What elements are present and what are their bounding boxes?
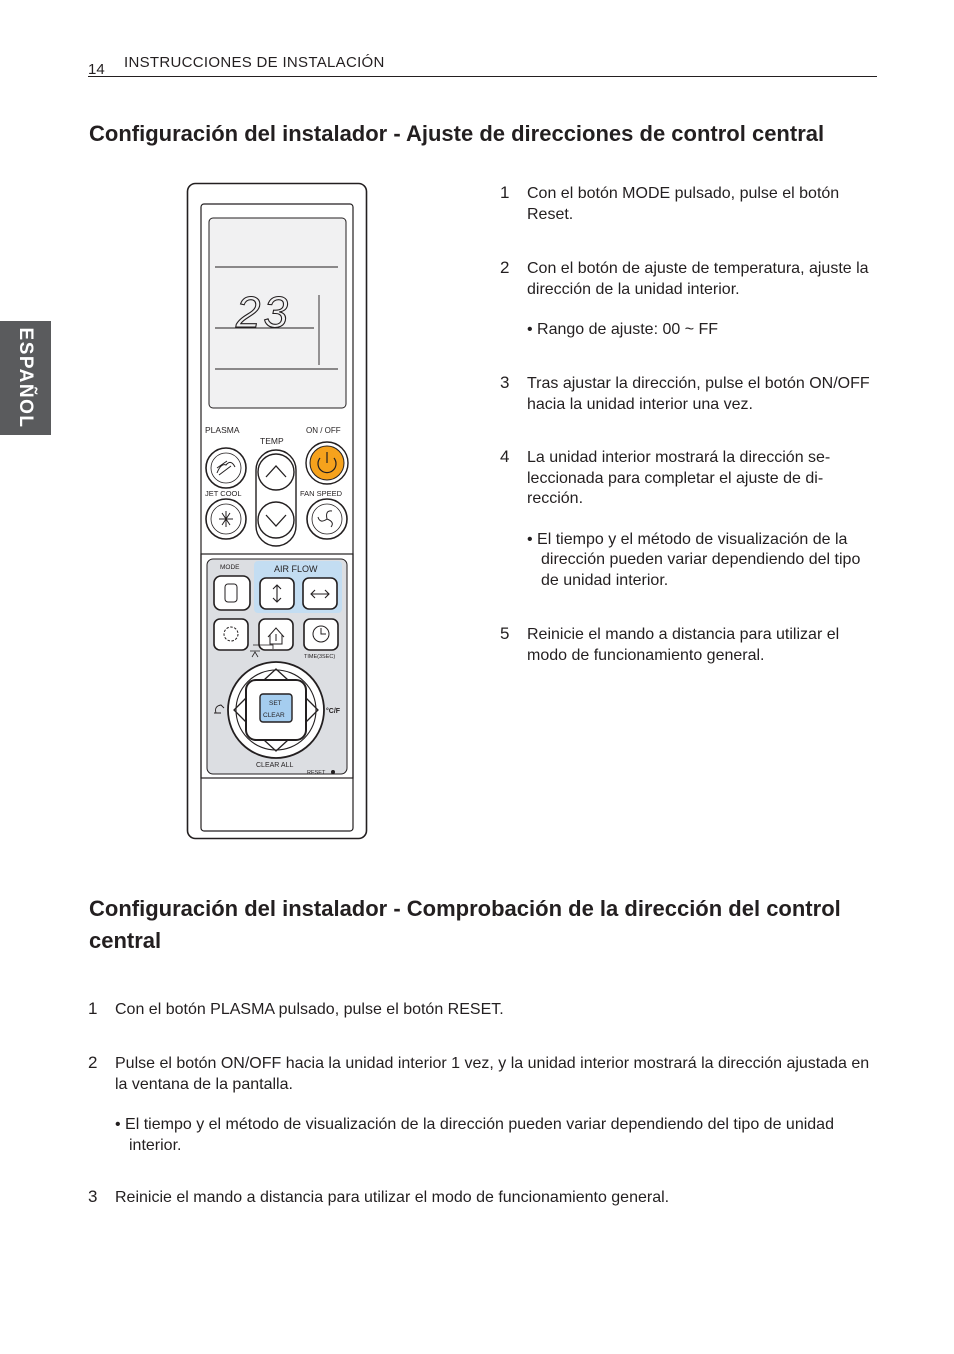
header-title: INSTRUCCIONES DE INSTALACIÓN bbox=[124, 54, 385, 71]
section1-step-4 bbox=[500, 448, 880, 591]
timer-button[interactable] bbox=[304, 619, 338, 650]
label-set: SET bbox=[269, 700, 282, 707]
section1-step-5 bbox=[500, 625, 880, 666]
label-on-off: ON / OFF bbox=[306, 426, 341, 435]
remote-control-illustration bbox=[186, 182, 368, 840]
set-clear-button[interactable] bbox=[260, 694, 292, 722]
plasma-button[interactable] bbox=[206, 448, 246, 488]
step-text: Con el botón PLASMA pulsado, pulse el botón RESET. bbox=[115, 1001, 504, 1018]
step-number: 1 bbox=[500, 183, 510, 202]
step-number: 3 bbox=[88, 1187, 98, 1206]
header-rule bbox=[88, 76, 877, 77]
step-number: 5 bbox=[500, 624, 510, 643]
section1-step-2 bbox=[500, 259, 880, 341]
label-clear: CLEAR bbox=[263, 712, 285, 719]
label-temp: TEMP bbox=[260, 436, 284, 446]
section2-step-2 bbox=[88, 1054, 878, 1156]
air-flow-vertical-button[interactable] bbox=[260, 578, 294, 609]
step-text: Reinicie el mando a distancia para utilizar el modo de funcionamiento general. bbox=[115, 1189, 670, 1206]
side-tab-label: ESPAÑOL bbox=[15, 327, 36, 429]
section1-title: Configuración del instalador - Ajuste de direcciones de control central bbox=[89, 121, 825, 146]
label-fan-speed: FAN SPEED bbox=[300, 489, 343, 498]
lcd-digits: 23 bbox=[236, 288, 291, 337]
step-bullet: • El tiempo y el método de visualización de la dirección pueden variar dependiendo del tipo de unidad interior. bbox=[527, 530, 861, 589]
section2-title: Configuración del instalador - Comprobación de la dirección del control central bbox=[89, 896, 841, 953]
step-number: 1 bbox=[88, 999, 98, 1018]
label-time: TIME(3SEC) bbox=[304, 654, 336, 660]
language-side-tab bbox=[0, 321, 51, 435]
jet-cool-button[interactable] bbox=[206, 499, 246, 539]
step-text: Con el botón MODE pulsado, pulse el botón Reset. bbox=[527, 185, 840, 223]
air-flow-horizontal-button[interactable] bbox=[303, 578, 337, 609]
step-number: 3 bbox=[500, 373, 510, 392]
step-bullet: • El tiempo y el método de visualización de la dirección pueden variar dependiendo del tipo de unidad interior. bbox=[115, 1116, 834, 1154]
mode-button[interactable] bbox=[214, 576, 250, 610]
step-text: Reinicie el mando a distancia para utilizar el modo de funcionamiento general. bbox=[527, 626, 840, 664]
temp-rocker[interactable] bbox=[256, 450, 296, 546]
label-clear-all: CLEAR ALL bbox=[256, 762, 294, 769]
section1-step-1 bbox=[500, 184, 880, 225]
on-off-button[interactable] bbox=[306, 442, 348, 484]
step-text: La unidad interior mostrará la dirección se-leccionada para completar el ajuste de di-rección. bbox=[527, 449, 831, 507]
section1-step-3 bbox=[500, 374, 880, 415]
label-jet-cool: JET COOL bbox=[205, 489, 242, 498]
settings-button[interactable] bbox=[214, 619, 248, 650]
label-air-flow: AIR FLOW bbox=[274, 564, 318, 574]
label-plasma: PLASMA bbox=[205, 425, 240, 435]
step-number: 4 bbox=[500, 447, 510, 466]
section2-step-1 bbox=[88, 1000, 878, 1021]
step-number: 2 bbox=[500, 258, 510, 277]
fan-speed-button[interactable] bbox=[307, 499, 347, 539]
page-number: 14 bbox=[88, 61, 105, 78]
label-mode: MODE bbox=[220, 564, 240, 571]
step-text: Con el botón de ajuste de temperatura, ajuste la dirección de la unidad interior. bbox=[527, 260, 869, 298]
step-number: 2 bbox=[88, 1053, 98, 1072]
section2-step-3 bbox=[88, 1188, 878, 1209]
step-text: Tras ajustar la dirección, pulse el botón ON/OFF hacia la unidad interior una vez. bbox=[527, 375, 870, 413]
reset-button[interactable] bbox=[331, 770, 335, 774]
label-reset: RESET bbox=[307, 770, 326, 776]
step-bullet: • Rango de ajuste: 00 ~ FF bbox=[527, 321, 719, 338]
label-celsius-f: °C/F bbox=[326, 708, 341, 715]
step-text: Pulse el botón ON/OFF hacia la unidad interior 1 vez, y la unidad interior mostrará la dirección ajustada en la ventana de la pantalla. bbox=[115, 1055, 870, 1093]
